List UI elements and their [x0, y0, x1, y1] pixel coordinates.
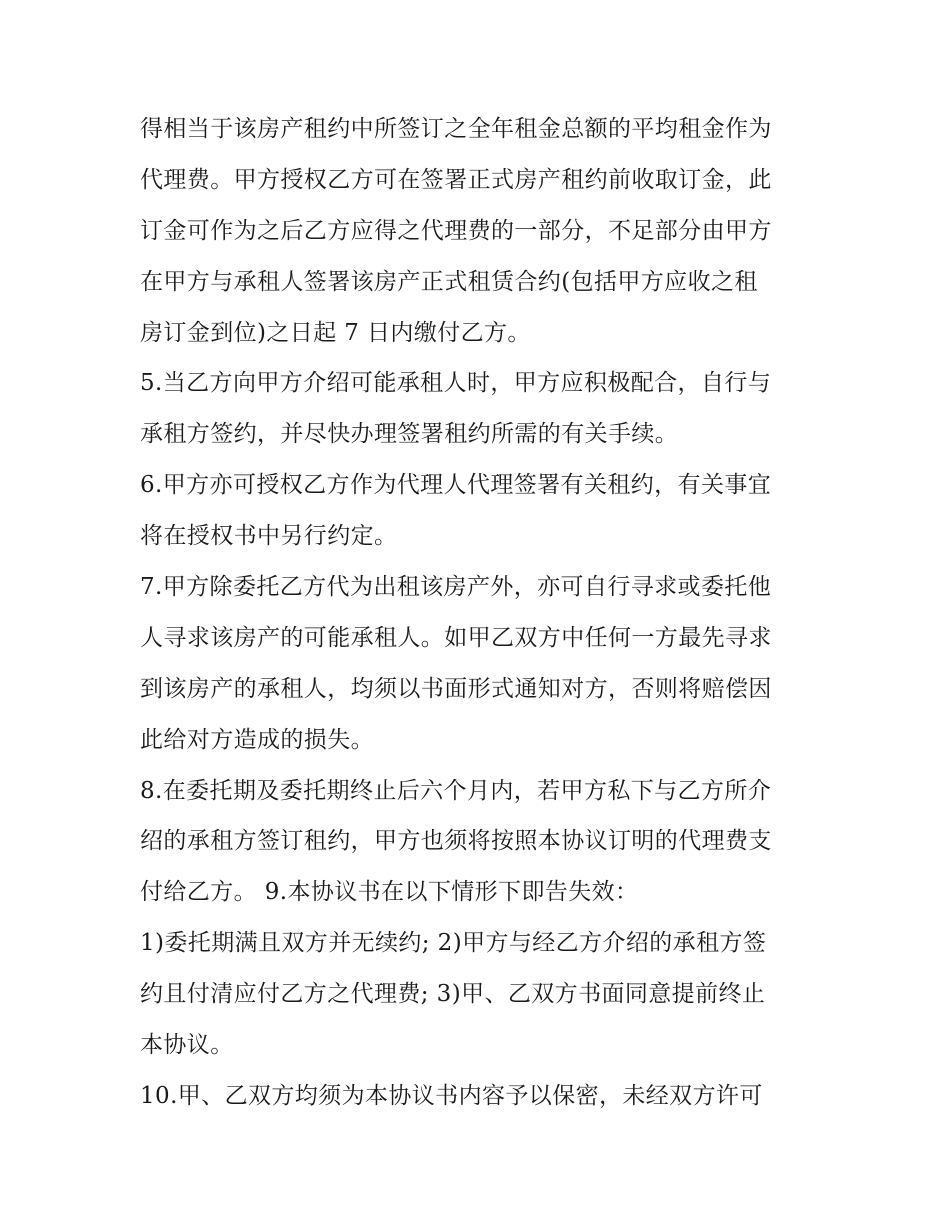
document-body [140, 104, 830, 1122]
text-line: 将在授权书中另行约定。 [140, 523, 398, 550]
text-line: 7.甲方除委托乙方代为出租该房产外，亦可自行寻求或委托他 [140, 574, 772, 601]
text-line: 约且付清应付乙方之代理费; 3)甲、乙双方书面同意提前终止 [140, 981, 766, 1008]
text-line: 8.在委托期及委托期终止后六个月内，若甲方私下与乙方所介 [140, 777, 772, 804]
text-line: 代理费。甲方授权乙方可在签署正式房产租约前收取订金，此 [140, 166, 772, 193]
text-line: 人寻求该房产的可能承租人。如甲乙双方中任何一方最先寻求 [140, 624, 772, 651]
text-line: 到该房产的承租人，均须以书面形式通知对方，否则将赔偿因 [140, 675, 772, 702]
text-line: 房订金到位)之日起 7 日内缴付乙方。 [140, 319, 531, 346]
text-line: 得相当于该房产租约中所签订之全年租金总额的平均租金作为 [140, 116, 772, 142]
text-line: 在甲方与承租人签署该房产正式租赁合约(包括甲方应收之租 [140, 268, 758, 295]
text-line: 承租方签约，并尽快办理签署租约所需的有关手续。 [140, 421, 679, 448]
text-line: 此给对方造成的损失。 [140, 726, 374, 753]
text-line: 绍的承租方签订租约，甲方也须将按照本协议订明的代理费支 [140, 828, 772, 855]
text-line: 10.甲、乙双方均须为本协议书内容予以保密，未经双方许可 [140, 1082, 763, 1109]
text-line: 6.甲方亦可授权乙方作为代理人代理签署有关租约，有关事宜 [140, 472, 772, 499]
text-line: 5.当乙方向甲方介绍可能承租人时，甲方应积极配合，自行与 [140, 370, 772, 397]
text-line: 订金可作为之后乙方应得之代理费的一部分，不足部分由甲方 [140, 217, 772, 244]
text-line: 1)委托期满且双方并无续约; 2)甲方与经乙方介绍的承租方签 [140, 930, 767, 957]
text-line: 本协议。 [140, 1032, 234, 1059]
text-line: 付给乙方。 9.本协议书在以下情形下即告失效： [140, 879, 639, 906]
